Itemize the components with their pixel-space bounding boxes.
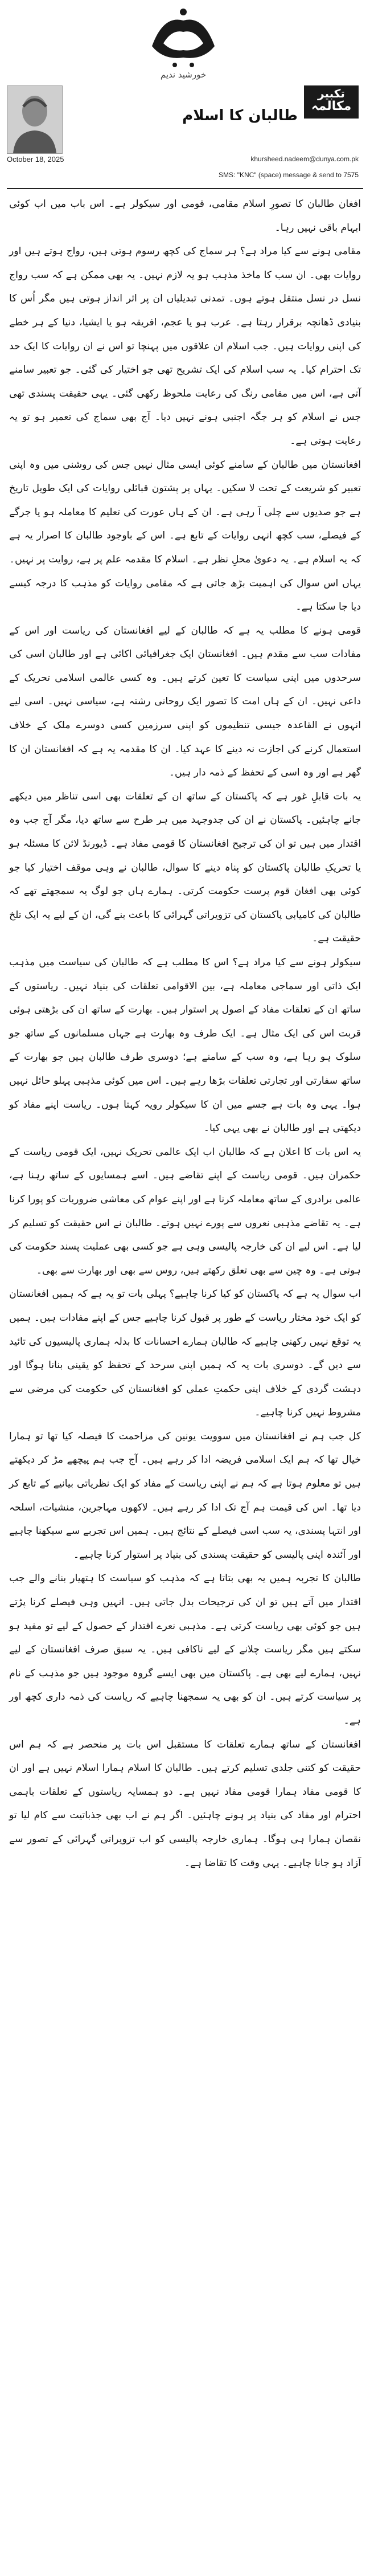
article-paragraph: یہ اس بات کا اعلان ہے کہ طالبان اب ایک عالمی تحریک نہیں، ایک قومی ریاست کے حکمران ہیں۔ قومی ریاست کے اپنے تقاضے ہیں۔ اسے ہمسایوں کے ساتھ رہنا ہے، عالمی برادری کے ساتھ معاملہ کرنا ہے اور اپنے عوام کی معاشی ضروریات کو پورا کرنا ہے۔ یہ تقاضے مذہبی نعروں سے پورے نہیں ہوتے۔ طالبان نے اس حقیقت کو تسلیم کر لیا ہے۔ اس لیے ان کی خارجہ پالیسی وہی ہے جو کسی بھی عملیت پسند حکومت کی ہوتی ہے۔ وہ چین سے بھی تعلق رکھتے ہیں، روس سے بھی اور بھارت سے بھی۔ [9,1146,361,1276]
writer-name-signature: خورشید ندیم [160,70,207,80]
article-paragraph: افغانستان میں طالبان کے سامنے کوئی ایسی مثال نہیں جس کی روشنی میں وہ اپنی تعبیر کو شریعت کے تحت لا سکیں۔ یہاں پر پشتون قبائلی روایات کی ایک طویل تاریخ ہے جو صدیوں سے چلی آ رہی ہے۔ ان کے ہاں عورت کی تعلیم کا معاملہ ہو یا جرگے کے فیصلے، سب کچھ انہی روایات کے تابع ہے۔ اس کے باوجود طالبان کا اصرار یہ ہے کہ یہ اسلام ہے۔ یہ دعویٰ محلِ نظر ہے۔ اسلام کا مقدمہ علم پر ہے، روایت پر نہیں۔ یہاں اس سوال کی اہمیت بڑھ جاتی ہے کہ مقامی روایات کو مذہب کا درجہ کیسے دیا جا سکتا ہے۔ [9,459,361,613]
column-masthead [7,0,363,189]
column-logo-line2: مکالمہ [311,99,352,113]
article-paragraph: قومی ہونے کا مطلب یہ ہے کہ طالبان کے لیے افغانستان کی ریاست اور اس کے مفادات سب سے مقدم ہیں۔ افغانستان ایک جغرافیائی اکائی ہے اور طالبان اسی کی سرحدوں میں اپنی سیاست کا تعین کرتے ہیں۔ وہ کسی عالمی اسلامی تحریک کے داعی نہیں۔ ان کے ہاں امت کا تصور ایک روحانی رشتہ ہے، سیاسی نہیں۔ اسی لیے انہوں نے القاعدہ جیسی تنظیموں کو اپنی سرزمین کسی دوسرے ملک کے خلاف استعمال کرنے کی اجازت نہ دینے کا عہد کیا۔ ان کا مقدمہ یہ ہے کہ افغانستان ان کا گھر ہے اور وہ اسی کے تحفظ کے ذمہ دار ہیں۔ [9,624,361,779]
author-portrait-icon [7,86,62,153]
article-paragraph: یہ بات قابلِ غور ہے کہ پاکستان کے ساتھ ان کے تعلقات بھی اسی تناظر میں دیکھے جانے چاہئیں۔ پاکستان نے ان کی جدوجہد میں ہر طرح سے ساتھ دیا، مگر آج جب وہ اقتدار میں ہیں تو ان کی ترجیح افغانستان کا قومی مفاد ہے۔ ڈیورنڈ لائن کا مسئلہ ہو یا تحریکِ طالبان پاکستان کو پناہ دینے کا سوال، طالبان نے وہی موقف اختیار کیا جو کوئی بھی افغان قوم پرست حکومت کرتی۔ ہمارے ہاں جو لوگ یہ سمجھتے تھے کہ طالبان کی کامیابی پاکستان کی تزویراتی گہرائی کا باعث بنے گی، ان کے لیے یہ ایک تلخ حقیقت ہے۔ [9,790,361,945]
column-logo-line1: تکبیر [318,87,345,100]
newspaper-logo [141,3,226,72]
article-paragraph: افغان طالبان کا تصورِ اسلام مقامی، قومی اور سیکولر ہے۔ اس باب میں اب کوئی ابہام باقی نہیں رہا۔ [9,198,361,234]
author-email: khursheed.nadeem@dunya.com.pk [250,155,359,163]
sms-instruction: SMS: "KNC" (space) message & send to 7575 [219,171,359,179]
dunya-logo-icon [141,3,226,72]
article-paragraph: کل جب ہم نے افغانستان میں سوویت یونین کی مزاحمت کا فیصلہ کیا تھا تو ہمارا خیال تھا کہ ہم ایک اسلامی فریضہ ادا کر رہے ہیں۔ آج جب ہم پیچھے مڑ کر دیکھتے ہیں تو معلوم ہوتا ہے کہ ہم نے اپنی ریاست کے مفاد کو ایک نظریاتی بیانیے کے تابع کر دیا تھا۔ اس کی قیمت ہم آج تک ادا کر رہے ہیں۔ لاکھوں مہاجرین، منشیات، اسلحہ اور انتہا پسندی، یہ سب اسی فیصلے کے نتائج ہیں۔ ہمیں اس تجربے سے سیکھنا چاہیے اور آئندہ اپنی پالیسی کو حقیقت پسندی کی بنیاد پر استوار کرنا چاہیے۔ [9,1430,361,1561]
article-paragraph: اب سوال یہ ہے کہ پاکستان کو کیا کرنا چاہیے؟ پہلی بات تو یہ ہے کہ ہمیں افغانستان کو ایک خود مختار ریاست کے طور پر قبول کرنا چاہیے جس کے اپنے مفادات ہیں۔ ہمیں یہ توقع نہیں رکھنی چاہیے کہ طالبان ہمارے احسانات کا بدلہ ہماری پالیسیوں کی تائید سے دیں گے۔ دوسری بات یہ کہ ہمیں اپنی سرحد کے تحفظ کو یقینی بنانا ہوگا اور دہشت گردی کے خلاف اپنی حکمتِ عملی کو افغانستان کی حکومت کی مرضی سے مشروط نہیں کرنا چاہیے۔ [9,1288,361,1419]
author-photo [7,85,63,154]
article-paragraph: افغانستان کے ساتھ ہمارے تعلقات کا مستقبل اس بات پر منحصر ہے کہ ہم اس حقیقت کو کتنی جلدی تسلیم کرتے ہیں۔ طالبان کا اسلام ہمارا اسلام نہیں ہے اور ان کا قومی مفاد ہمارا قومی مفاد نہیں ہے۔ دو ہمسایہ ریاستوں کے تعلقات باہمی احترام اور مفاد کی بنیاد پر ہونے چاہئیں۔ اگر ہم نے اب بھی جذباتیت سے کام لیا تو نقصان ہمارا ہی ہوگا۔ ہماری خارجہ پالیسی کو اب تزویراتی گہرائی کے تصور سے آزاد ہو جانا چاہیے۔ یہی وقت کا تقاضا ہے۔ [9,1738,361,1869]
article-paragraph: طالبان کا تجربہ ہمیں یہ بھی بتاتا ہے کہ مذہب کو سیاست کا ہتھیار بنانے والے جب اقتدار میں آتے ہیں تو ان کی ترجیحات بدل جاتی ہیں۔ انہیں وہی فیصلے کرنا پڑتے ہیں جو کوئی بھی ریاست کرتی ہے۔ مذہبی نعرے اقتدار کے حصول کے لیے تو مفید ہو سکتے ہیں مگر ریاست چلانے کے لیے ناکافی ہیں۔ یہ سبق صرف افغانستان کے لیے نہیں، ہمارے لیے بھی ہے۔ پاکستان میں بھی ایسے گروہ موجود ہیں جو مذہب کے نام پر سیاست کرتے ہیں۔ ان کو بھی یہ سمجھنا چاہیے کہ ریاست کی ذمہ داری کچھ اور ہے۔ [9,1573,361,1726]
column-logo [304,85,359,119]
newspaper-column-page [7,0,363,2576]
column-title: طالبان کا اسلام [182,107,298,124]
publication-date: October 18, 2025 [7,155,64,164]
article-paragraph: مقامی ہونے سے کیا مراد ہے؟ ہر سماج کی کچھ رسوم ہوتی ہیں، رواج ہوتے ہیں اور روایات بھی۔ ان سب کا ماخذ مذہب ہو یہ لازم نہیں۔ یہ بھی ممکن ہے کہ سب رواج نسل در نسل منتقل ہوتے ہوں۔ تمدنی تبدیلیاں ان پر اثر انداز ہوتی ہیں مگر اُس کا بنیادی ڈھانچہ برقرار رہتا ہے۔ عرب ہو یا عجم، افریقہ ہو یا ایشیا، دنیا کے ہر خطے کی اپنی روایات ہیں۔ جب اسلام ان علاقوں میں پہنچا تو اس نے ان روایات کا ایک حد تک احترام کیا۔ یہ سب اسلام کی ایک تشریح تھی جو اختیار کی گئی۔ جو تعبیر سامنے آتی ہے، اس میں مقامی رنگ کی رعایت ملحوظ رکھی گئی۔ یہی حقیقت پسندی تھی جس نے اسلام کو ہر جگہ اجنبی ہونے نہیں دیا۔ آج بھی سماج کی تعمیر ہو تو یہ رعایت ہوتی ہے۔ [9,246,361,447]
article-paragraph: سیکولر ہونے سے کیا مراد ہے؟ اس کا مطلب ہے کہ طالبان کی سیاست میں مذہب ایک ذاتی اور سماجی معاملہ ہے، بین الاقوامی تعلقات کی بنیاد نہیں۔ ریاستوں کے ساتھ ان کے تعلقات مفاد کے اصول پر استوار ہیں۔ بھارت کے ساتھ ان کی بڑھتی ہوئی قربت اس کی ایک مثال ہے۔ ایک طرف وہ بھارت ہے جہاں مسلمانوں کے ساتھ جو سلوک ہو رہا ہے، وہ سب کے سامنے ہے؛ دوسری طرف طالبان ہیں جو بھارت کے ساتھ سفارتی اور تجارتی تعلقات بڑھا رہے ہیں۔ اس میں کوئی مذہبی پہلو حائل نہیں ہوا۔ یہی وہ بات ہے جسے میں ان کا سیکولر رویہ کہتا ہوں۔ ریاست اپنے مفاد کو دیکھتی ہے اور طالبان نے بھی یہی کیا۔ [9,957,361,1134]
article-body [7,189,363,1875]
